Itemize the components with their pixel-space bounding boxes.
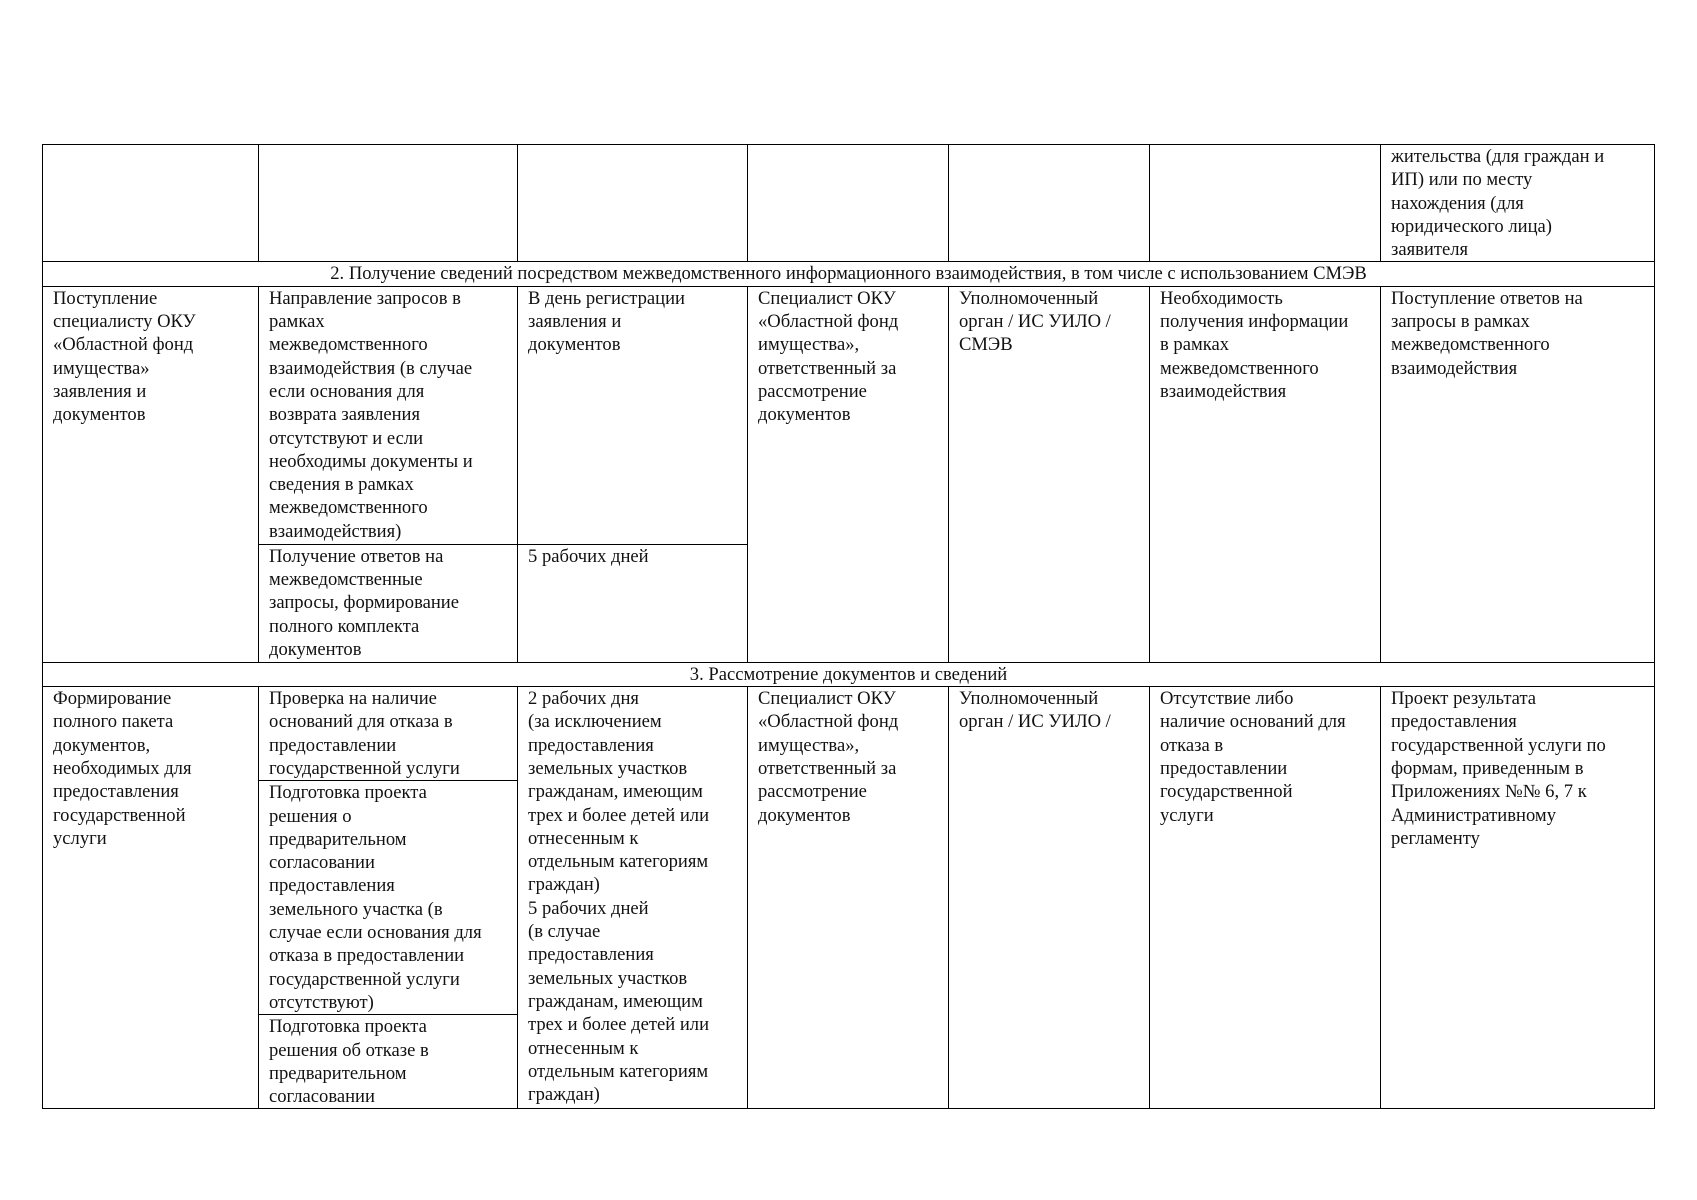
s3-action-2-cell: Подготовка проекта решения о предварительном согласовании предоставления земельного участка (в случае если основания для отказа в предоставлении государственной услуги отсутствуют) xyxy=(259,781,518,1015)
section-2-row xyxy=(43,286,1655,544)
s3-responsible-cell: Специалист ОКУ «Областной фонд имущества», ответственный за рассмотрение документов xyxy=(748,687,949,1109)
s2-action-1-cell: Направление запросов в рамках межведомственного взаимодействия (в случае если основания для возврата заявления отсутствуют и если необходимы документы и сведения в рамках межведомственного взаимодействия) xyxy=(259,286,518,544)
s3-system-cell: Уполномоченный орган / ИС УИЛО / xyxy=(949,687,1150,1109)
s3-action-1-cell: Проверка на наличие оснований для отказа в предоставлении государственной услуги xyxy=(259,687,518,781)
s2-term-2-cell: 5 рабочих дней xyxy=(518,544,748,662)
s3-result-cell: Проект результата предоставления государственной услуги по формам, приведенным в Приложениях №№ 6, 7 к Административному регламенту xyxy=(1381,687,1655,1109)
cell-empty xyxy=(43,145,259,262)
s2-term-1-cell: В день регистрации заявления и документов xyxy=(518,286,748,544)
s2-result-cell: Поступление ответов на запросы в рамках межведомственного взаимодействия xyxy=(1381,286,1655,662)
s2-criteria-cell: Необходимость получения информации в рамках межведомственного взаимодействия xyxy=(1150,286,1381,662)
cell-empty xyxy=(748,145,949,262)
section-2-header-row xyxy=(43,262,1655,286)
s3-term-cell: 2 рабочих дня (за исключением предоставления земельных участков гражданам, имеющим трех и более детей или отнесенным к отдельным категориям граждан) 5 рабочих дней (в случае предоставления земельных участков гражданам, имеющим трех и более детей или отнесенным к отдельным категориям граждан) xyxy=(518,687,748,1109)
section-2-title: 2. Получение сведений посредством межведомственного информационного взаимодействия, в том числе с использованием СМЭВ xyxy=(43,262,1655,286)
section-3-header-row xyxy=(43,662,1655,686)
continuation-row xyxy=(43,145,1655,262)
s3-action-3-cell: Подготовка проекта решения об отказе в предварительном согласовании xyxy=(259,1015,518,1109)
cell-empty xyxy=(518,145,748,262)
cell-empty xyxy=(259,145,518,262)
s2-basis-cell: Поступление специалисту ОКУ «Областной фонд имущества» заявления и документов xyxy=(43,286,259,662)
cell-empty xyxy=(949,145,1150,262)
cell-empty xyxy=(1150,145,1381,262)
s2-system-cell: Уполномоченный орган / ИС УИЛО / СМЭВ xyxy=(949,286,1150,662)
s2-responsible-cell: Специалист ОКУ «Областной фонд имущества», ответственный за рассмотрение документов xyxy=(748,286,949,662)
s3-criteria-cell: Отсутствие либо наличие оснований для отказа в предоставлении государственной услуги xyxy=(1150,687,1381,1109)
s2-action-2-cell: Получение ответов на межведомственные запросы, формирование полного комплекта документов xyxy=(259,544,518,662)
cell-result-continuation: жительства (для граждан и ИП) или по месту нахождения (для юридического лица) заявителя xyxy=(1381,145,1655,262)
section-3-title: 3. Рассмотрение документов и сведений xyxy=(43,662,1655,686)
section-3-row xyxy=(43,687,1655,781)
s3-basis-cell: Формирование полного пакета документов, необходимых для предоставления государственной услуги xyxy=(43,687,259,1109)
procedure-table xyxy=(42,144,1655,1109)
